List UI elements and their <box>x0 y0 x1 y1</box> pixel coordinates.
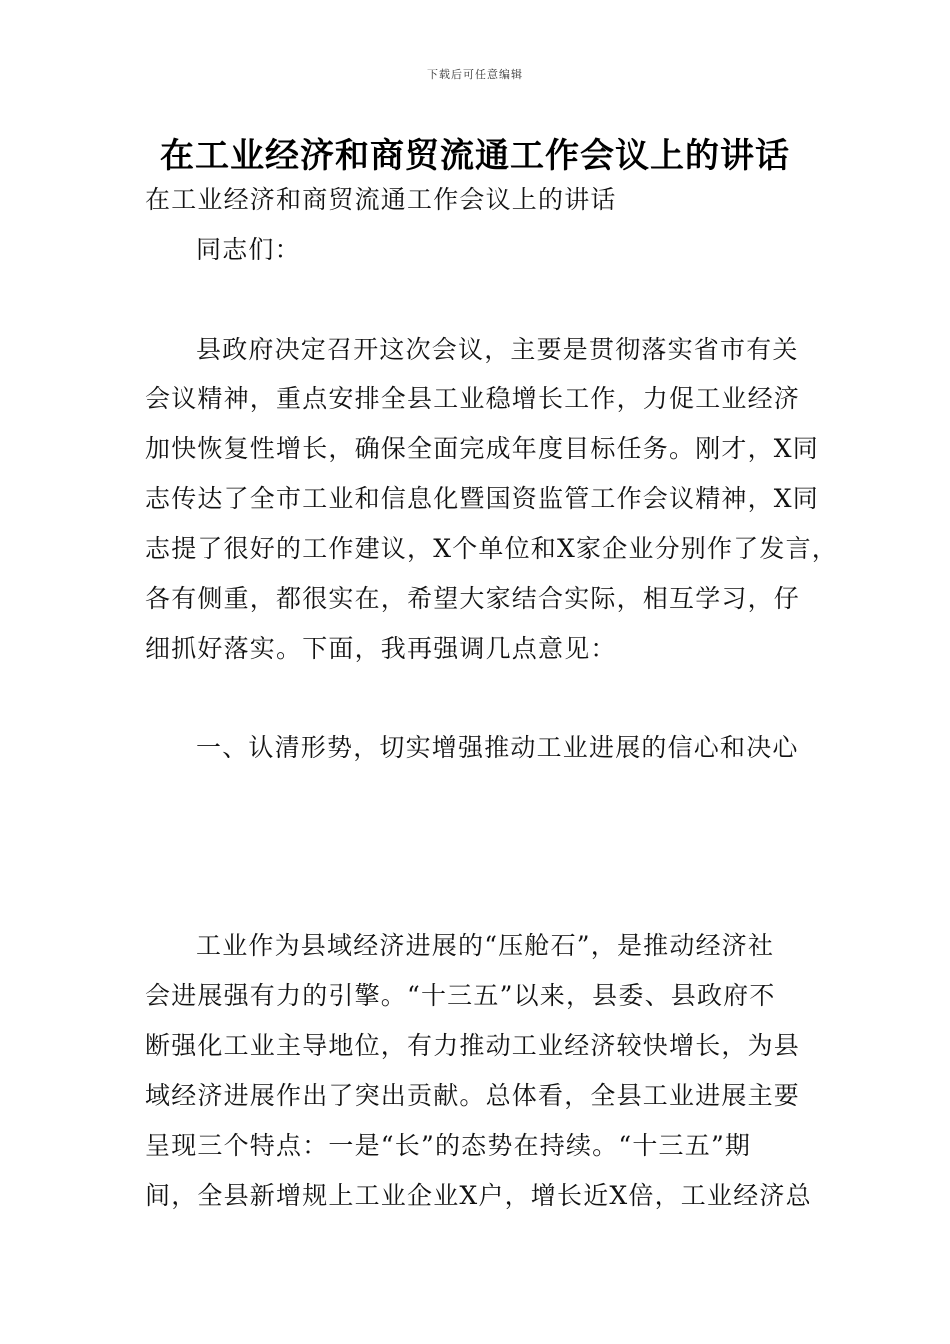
section-heading: 一、认清形势，切实增强推动工业进展的信心和决心 <box>196 733 799 762</box>
paragraph-line: 各有侧重，都很实在，希望大家结合实际，相互学习，仔 <box>145 584 801 613</box>
paragraph-line: 细抓好落实。下面，我再强调几点意见： <box>145 634 617 663</box>
paragraph-line: 呈现三个特点：一是“长”的态势在持续。“十三五”期 <box>145 1131 752 1160</box>
paragraph-line: 志传达了全市工业和信息化暨国资监管工作会议精神，X同 <box>145 484 820 513</box>
document-title: 在工业经济和商贸流通工作会议上的讲话 <box>160 136 790 176</box>
paragraph-line: 工业作为县域经济进展的“压舱石”，是推动经济社 <box>196 931 775 960</box>
paragraph-line: 加快恢复性增长，确保全面完成年度目标任务。刚才，X同 <box>145 434 820 463</box>
paragraph-line: 断强化工业主导地位，有力推动工业经济较快增长，为县 <box>145 1031 801 1060</box>
paragraph-line: 志提了很好的工作建议，X个单位和X家企业分别作了发言， <box>145 534 838 563</box>
document-subtitle: 在工业经济和商贸流通工作会议上的讲话 <box>145 185 617 214</box>
salutation: 同志们： <box>196 235 301 264</box>
paragraph-line: 间，全县新增规上工业企业X户，增长近X倍，工业经济总 <box>145 1181 812 1210</box>
paragraph-line: 域经济进展作出了突出贡献。总体看，全县工业进展主要 <box>145 1081 801 1110</box>
header-note: 下载后可任意编辑 <box>427 68 523 81</box>
paragraph-line: 县政府决定召开这次会议，主要是贯彻落实省市有关 <box>196 335 799 364</box>
paragraph-line: 会进展强有力的引擎。“十三五”以来，县委、县政府不 <box>145 981 776 1010</box>
paragraph-line: 会议精神，重点安排全县工业稳增长工作，力促工业经济 <box>145 384 801 413</box>
